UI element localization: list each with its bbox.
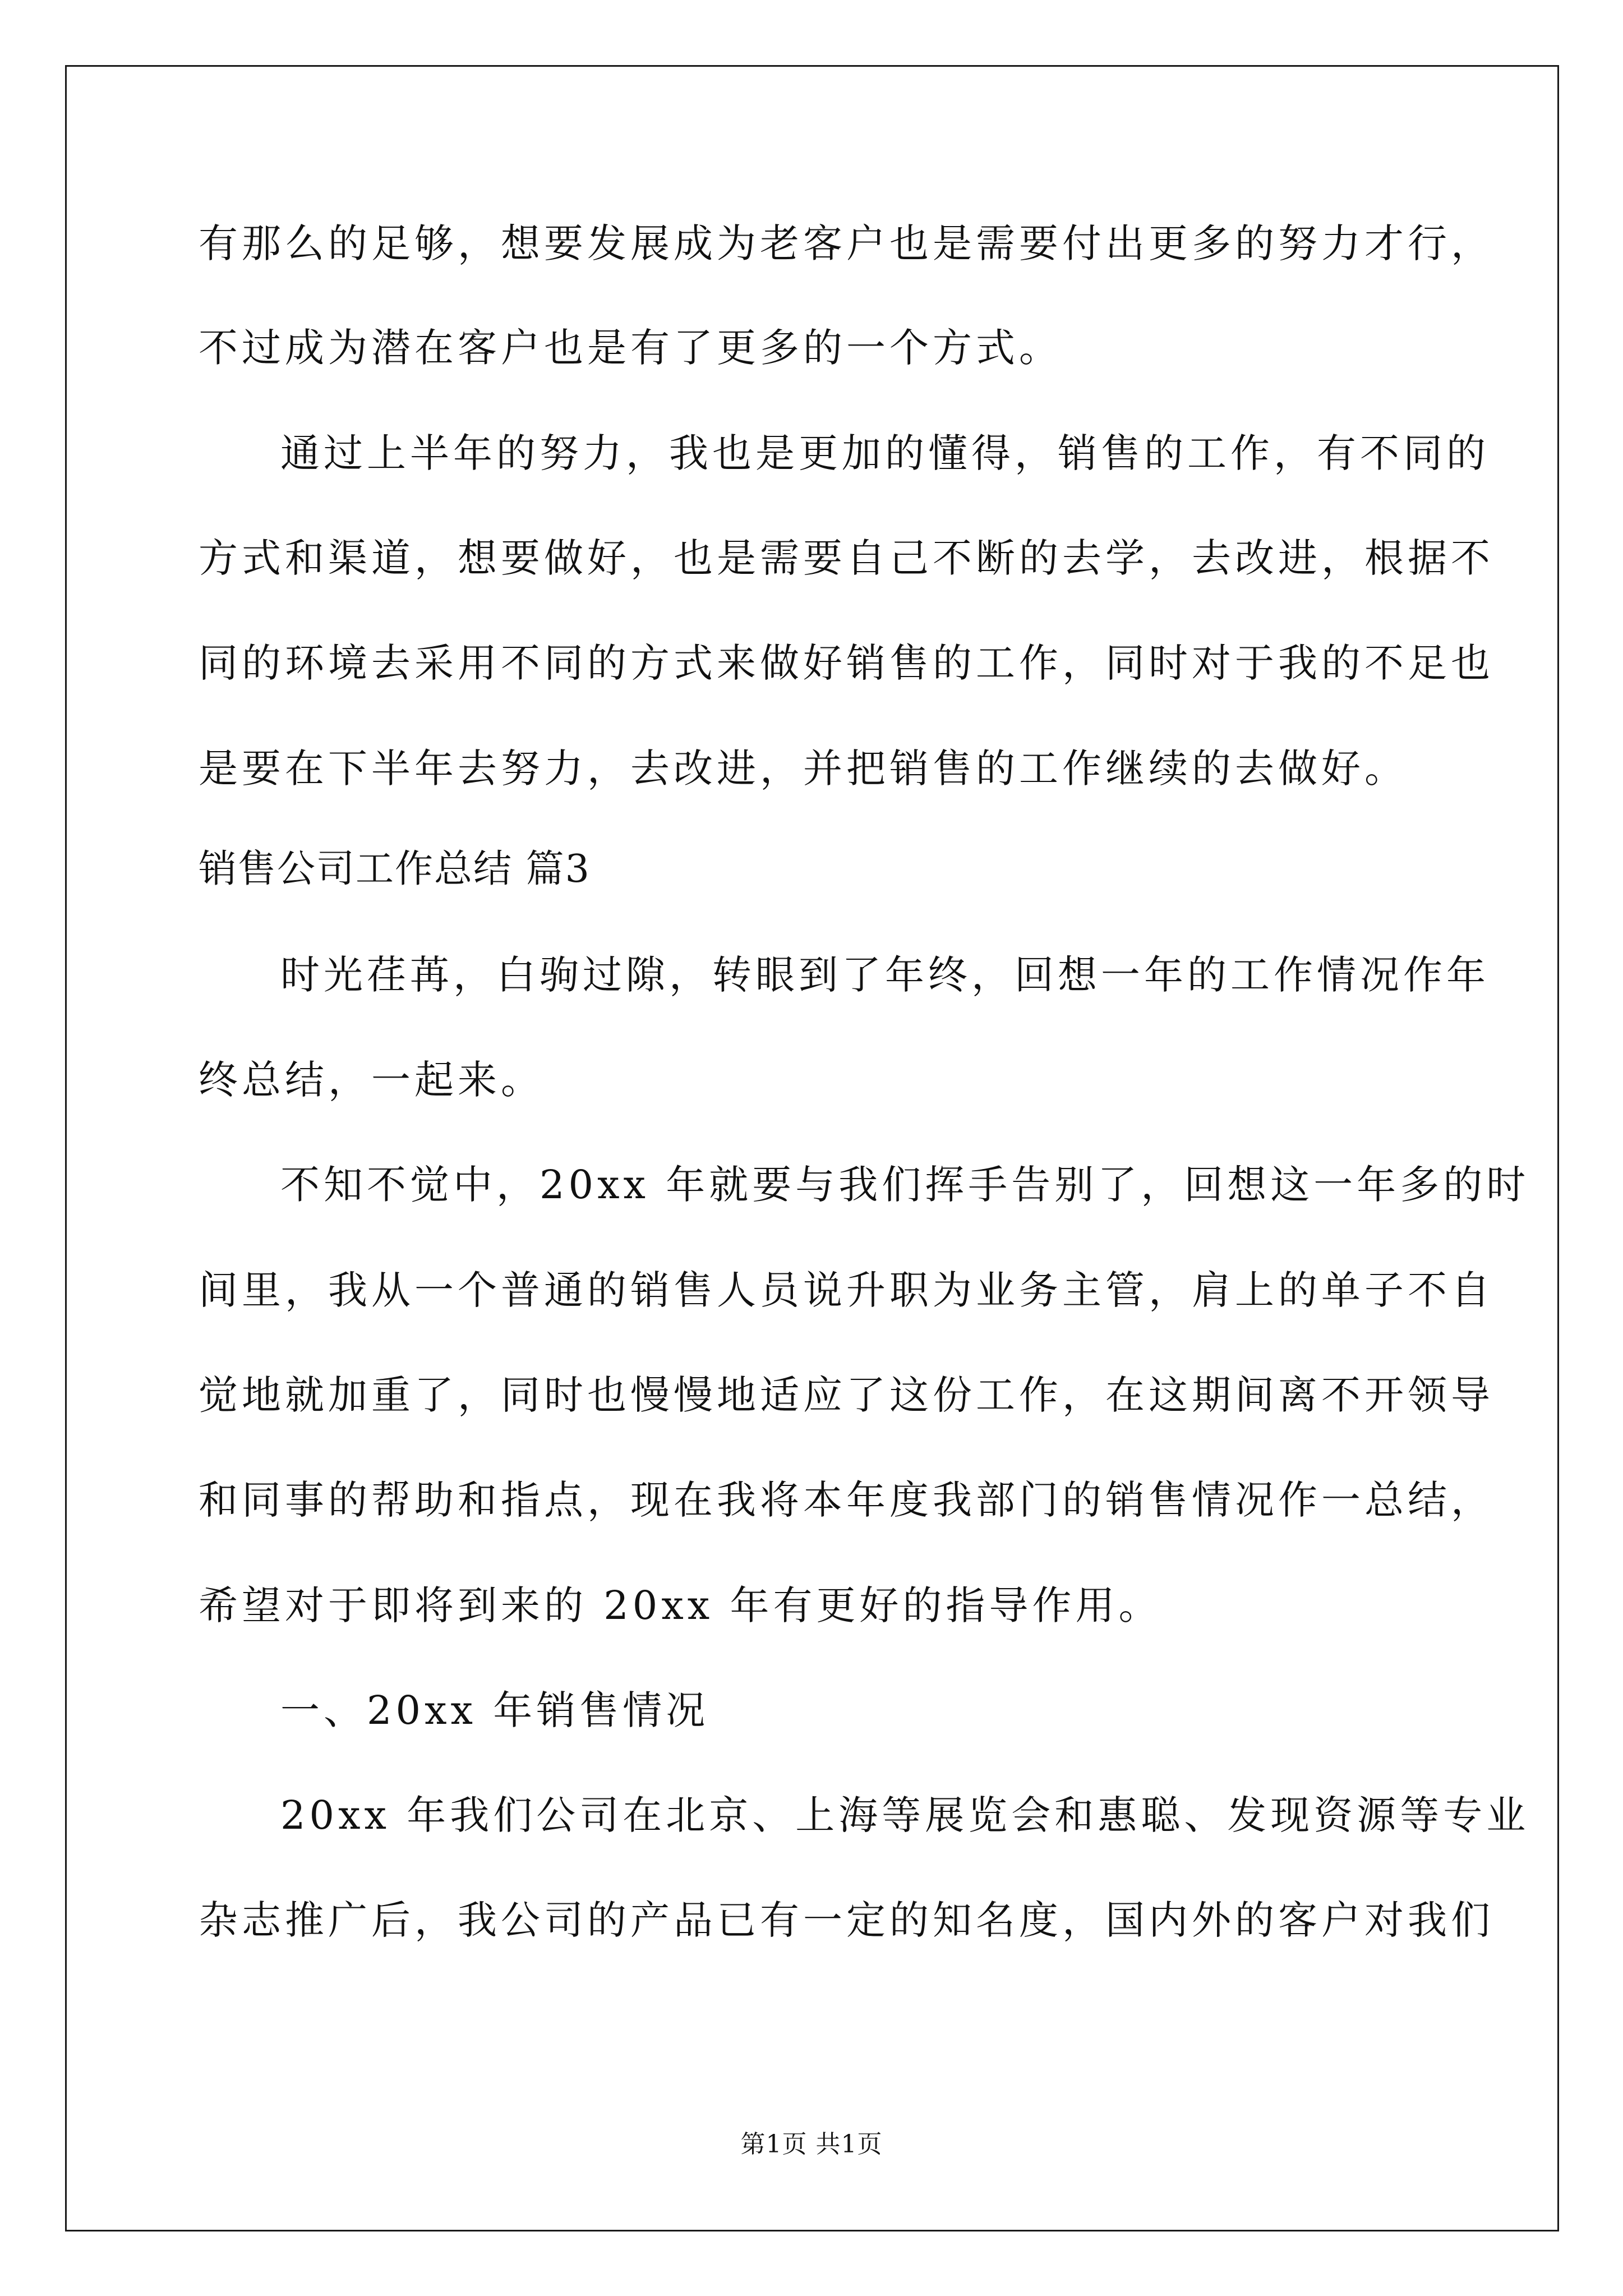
paragraph-line: 和同事的帮助和指点，现在我将本年度我部门的销售情况作一总结， [199, 1477, 1494, 1523]
paragraph-line: 时光荏苒，白驹过隙，转眼到了年终，回想一年的工作情况作年 [280, 952, 1490, 998]
paragraph-line: 方式和渠道，想要做好，也是需要自己不断的去学，去改进，根据不 [199, 535, 1494, 581]
paragraph-line: 杂志推广后，我公司的产品已有一定的知名度，国内外的客户对我们 [199, 1897, 1494, 1943]
paragraph-line: 通过上半年的努力，我也是更加的懂得，销售的工作，有不同的 [280, 430, 1490, 476]
paragraph-line: 有那么的足够，想要发展成为老客户也是需要付出更多的努力才行， [199, 220, 1494, 266]
page-number-footer: 第1页 共1页 [740, 2130, 883, 2159]
paragraph-line: 同的环境去采用不同的方式来做好销售的工作，同时对于我的不足也 [199, 640, 1494, 686]
paragraph-line: 是要在下半年去努力，去改进，并把销售的工作继续的去做好。 [199, 746, 1408, 792]
paragraph-line: 希望对于即将到来的 20xx 年有更好的指导作用。 [199, 1582, 1162, 1628]
paragraph-line: 觉地就加重了，同时也慢慢地适应了这份工作，在这期间离不开领导 [199, 1372, 1494, 1418]
paragraph-line: 间里，我从一个普通的销售人员说升职为业务主管，肩上的单子不自 [199, 1267, 1494, 1313]
paragraph-line: 不过成为潜在客户也是有了更多的一个方式。 [199, 325, 1062, 371]
subsection-heading: 一、20xx 年销售情况 [280, 1687, 709, 1733]
paragraph-line: 终总结，一起来。 [199, 1057, 544, 1103]
paragraph-line: 20xx 年我们公司在北京、上海等展览会和惠聪、发现资源等专业 [280, 1792, 1530, 1838]
paragraph-line: 不知不觉中，20xx 年就要与我们挥手告别了，回想这一年多的时 [280, 1162, 1530, 1208]
section-heading: 销售公司工作总结 篇3 [199, 847, 591, 891]
